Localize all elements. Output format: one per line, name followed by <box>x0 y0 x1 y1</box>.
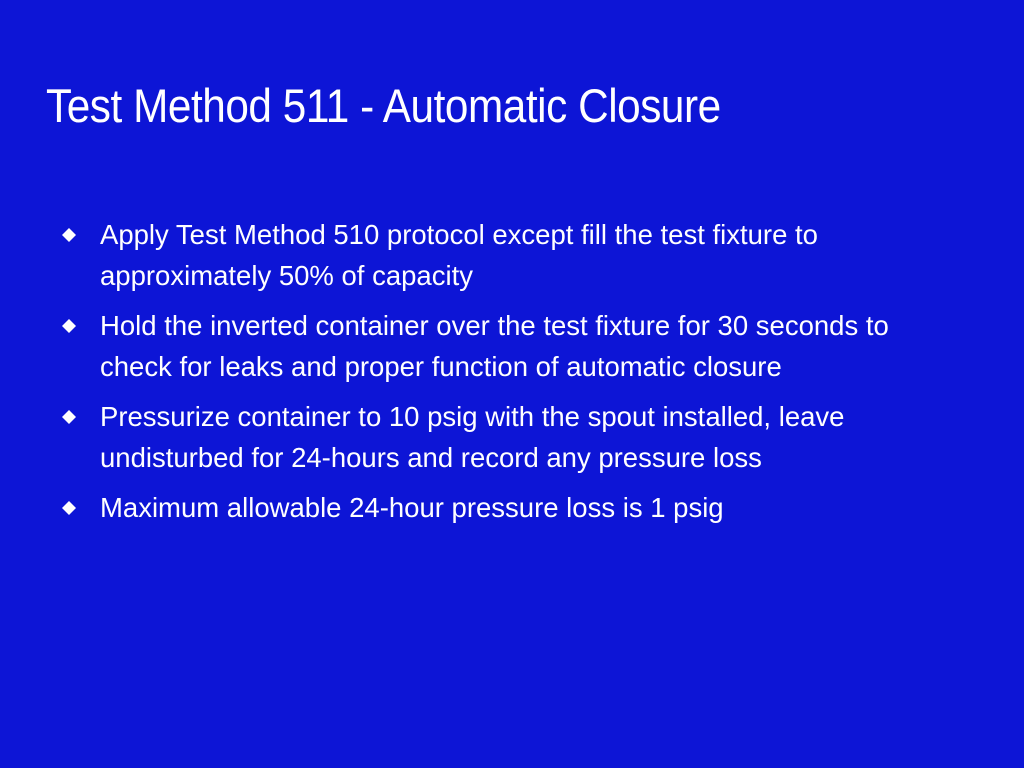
diamond-bullet-icon <box>62 487 100 528</box>
diamond-bullet-icon <box>62 305 100 346</box>
list-item <box>62 305 962 387</box>
slide-title: Test Method 511 - Automatic Closure <box>46 79 721 132</box>
bullet-text: Pressurize container to 10 psig with the spout installed, leave undisturbed for 24-hours and record any pressure loss <box>100 401 845 473</box>
list-item <box>62 214 962 296</box>
bullet-text: Apply Test Method 510 protocol except fill the test fixture to approximately 50% of capacity <box>100 219 818 291</box>
bullet-list <box>62 214 962 537</box>
bullet-text: Maximum allowable 24-hour pressure loss is 1 psig <box>100 492 724 523</box>
bullet-text: Hold the inverted container over the test fixture for 30 seconds to check for leaks and proper function of automatic closure <box>100 310 889 382</box>
diamond-bullet-icon <box>62 396 100 437</box>
list-item <box>62 396 962 478</box>
list-item <box>62 487 962 528</box>
diamond-bullet-icon <box>62 214 100 255</box>
